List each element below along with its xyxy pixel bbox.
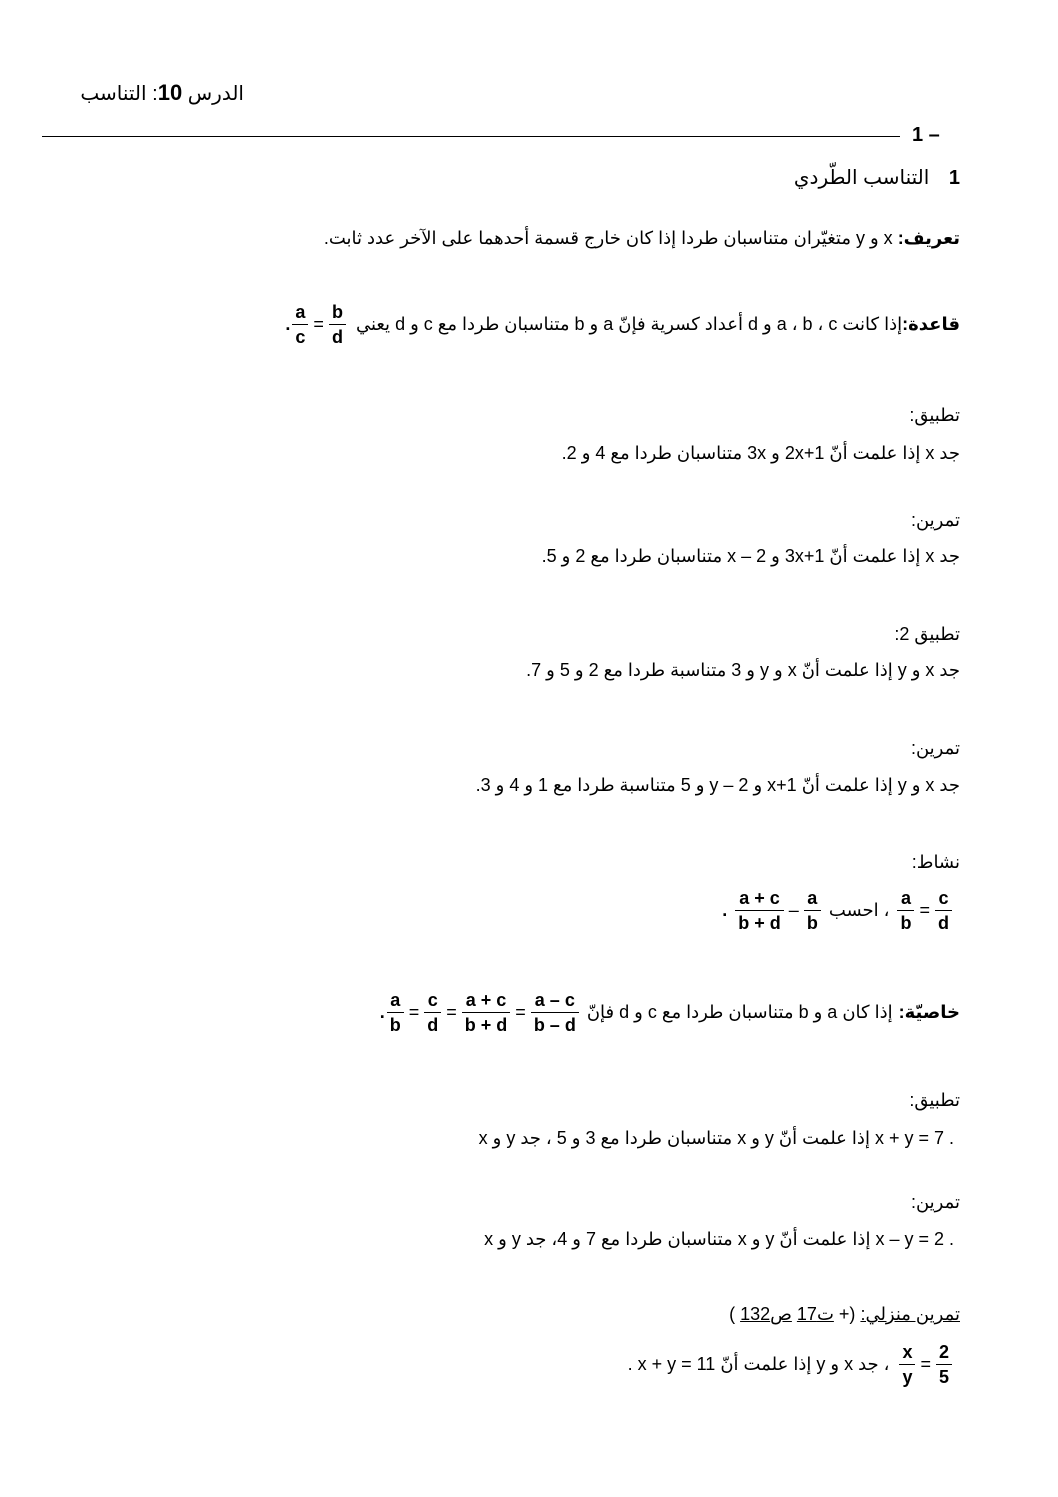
property-end: .	[379, 1002, 385, 1022]
exercise-2-text: جد x و y إذا علمت أنّ x+1 و y – 2 و 5 متناسبة طردا مع 1 و 4 و 3.	[475, 775, 960, 795]
activity-fraction-a-b: $\frac{a}{b}$	[804, 886, 821, 935]
property-equals-2: =	[446, 1002, 457, 1022]
section-title-text: التناسب الطّردي	[793, 167, 930, 189]
page-header	[80, 80, 244, 106]
section-title	[794, 165, 960, 190]
definition	[324, 228, 960, 249]
activity-formula	[722, 886, 954, 935]
application-3-text: x و y متناسبان طردا مع 3 و 5 ، جد x و y إذا علمت أنّ x + y = 7 .	[478, 1128, 954, 1148]
lesson-number: 10	[157, 80, 183, 105]
homework-task	[628, 1340, 954, 1389]
activity-fraction-sum: $\frac{a + c}{b + d}$	[735, 886, 784, 935]
homework-ref-exercise: ت17	[796, 1304, 834, 1324]
property-fraction-c-d: $\frac{c}{d}$	[424, 988, 441, 1037]
homework-fraction-x-y: $\frac{x}{y}$	[899, 1340, 915, 1389]
rule	[285, 300, 960, 349]
activity-fraction-a-b-2: $\frac{a}{b}$	[897, 886, 914, 935]
homework-label-row	[729, 1304, 960, 1325]
property-equals-3: =	[515, 1002, 526, 1022]
homework-ref-open: (+	[838, 1304, 856, 1324]
homework-ref-close: )	[729, 1304, 736, 1324]
activity-equals: =	[919, 900, 930, 920]
activity-end: .	[722, 900, 728, 920]
application-2-text: جد x و y إذا علمت أنّ x و y و 3 متناسبة طردا مع 2 و 5 و 7.	[526, 660, 960, 680]
exercise-3-label: تمرين:	[910, 1192, 960, 1212]
property-fraction-sum: $\frac{a + c}{b + d}$	[462, 988, 511, 1037]
header-divider	[42, 136, 900, 137]
property-equals-1: =	[408, 1002, 420, 1022]
activity-text: ، احسب	[828, 900, 890, 920]
activity-label: نشاط:	[911, 852, 960, 872]
exercise-1-text: جد x إذا علمت أنّ 3x+1 و x – 2 متناسبان طردا مع 2 و 5.	[541, 546, 960, 566]
section-marker: 1 –	[912, 124, 940, 146]
rule-fraction-b-d: $\frac{b}{d}$	[329, 300, 346, 349]
property-text: إذا كان a و b متناسبان طردا مع c و d فإنّ	[586, 1002, 893, 1022]
application-1-label: تطبيق:	[909, 405, 960, 425]
exercise-2-label: تمرين:	[910, 738, 960, 758]
lesson-label: الدرس	[187, 83, 244, 105]
property-fraction-a-b: $\frac{a}{b}$	[387, 988, 404, 1037]
rule-equation	[285, 300, 348, 349]
activity-minus: –	[788, 900, 799, 920]
rule-text: إذا كانت a ، b ، c و d أعداد كسرية فإنّ a و b متناسبان طردا مع c و d يعني	[355, 314, 903, 334]
homework-label: تمرين منزلي:	[860, 1304, 960, 1324]
property-fraction-diff: $\frac{a - c}{b - d}$	[531, 988, 579, 1037]
activity-fraction-c-d: $\frac{c}{d}$	[935, 886, 952, 935]
property-label: خاصيّة:	[898, 1002, 960, 1022]
homework-ref-page: ص132	[740, 1304, 792, 1324]
application-1-text: جد x إذا علمت أنّ 2x+1 و 3x متناسبان طردا مع 4 و 2.	[561, 443, 960, 463]
homework-fraction-2-5: $\frac{2}{5}$	[936, 1340, 952, 1389]
exercise-1-label: تمرين:	[910, 510, 960, 530]
property-equation	[380, 988, 581, 1037]
application-3-label: تطبيق:	[909, 1090, 960, 1110]
rule-end: .	[285, 314, 291, 334]
definition-text: x و y متغيّران متناسبان طردا إذا كان خارج قسمة أحدهما على الآخر عدد ثابت.	[323, 228, 893, 248]
definition-label: تعريف:	[897, 228, 960, 248]
homework-text: ، جد x و y إذا علمت أنّ x + y = 11 .	[627, 1354, 890, 1374]
rule-equals: =	[313, 314, 324, 334]
homework-equation	[897, 1340, 954, 1389]
rule-fraction-a-c: $\frac{a}{c}$	[292, 300, 308, 349]
header-colon: :	[152, 83, 158, 105]
property	[380, 988, 960, 1037]
exercise-3-text: x و y متناسبان طردا مع 7 و 4، جد x و y إذا علمت أنّ x – y = 2 .	[484, 1229, 954, 1249]
application-2-label: تطبيق 2:	[894, 624, 960, 644]
lesson-title: التناسب	[80, 83, 147, 105]
rule-label: قاعدة:	[902, 314, 960, 334]
section-number: 1	[948, 167, 960, 189]
homework-equals: =	[920, 1354, 931, 1374]
